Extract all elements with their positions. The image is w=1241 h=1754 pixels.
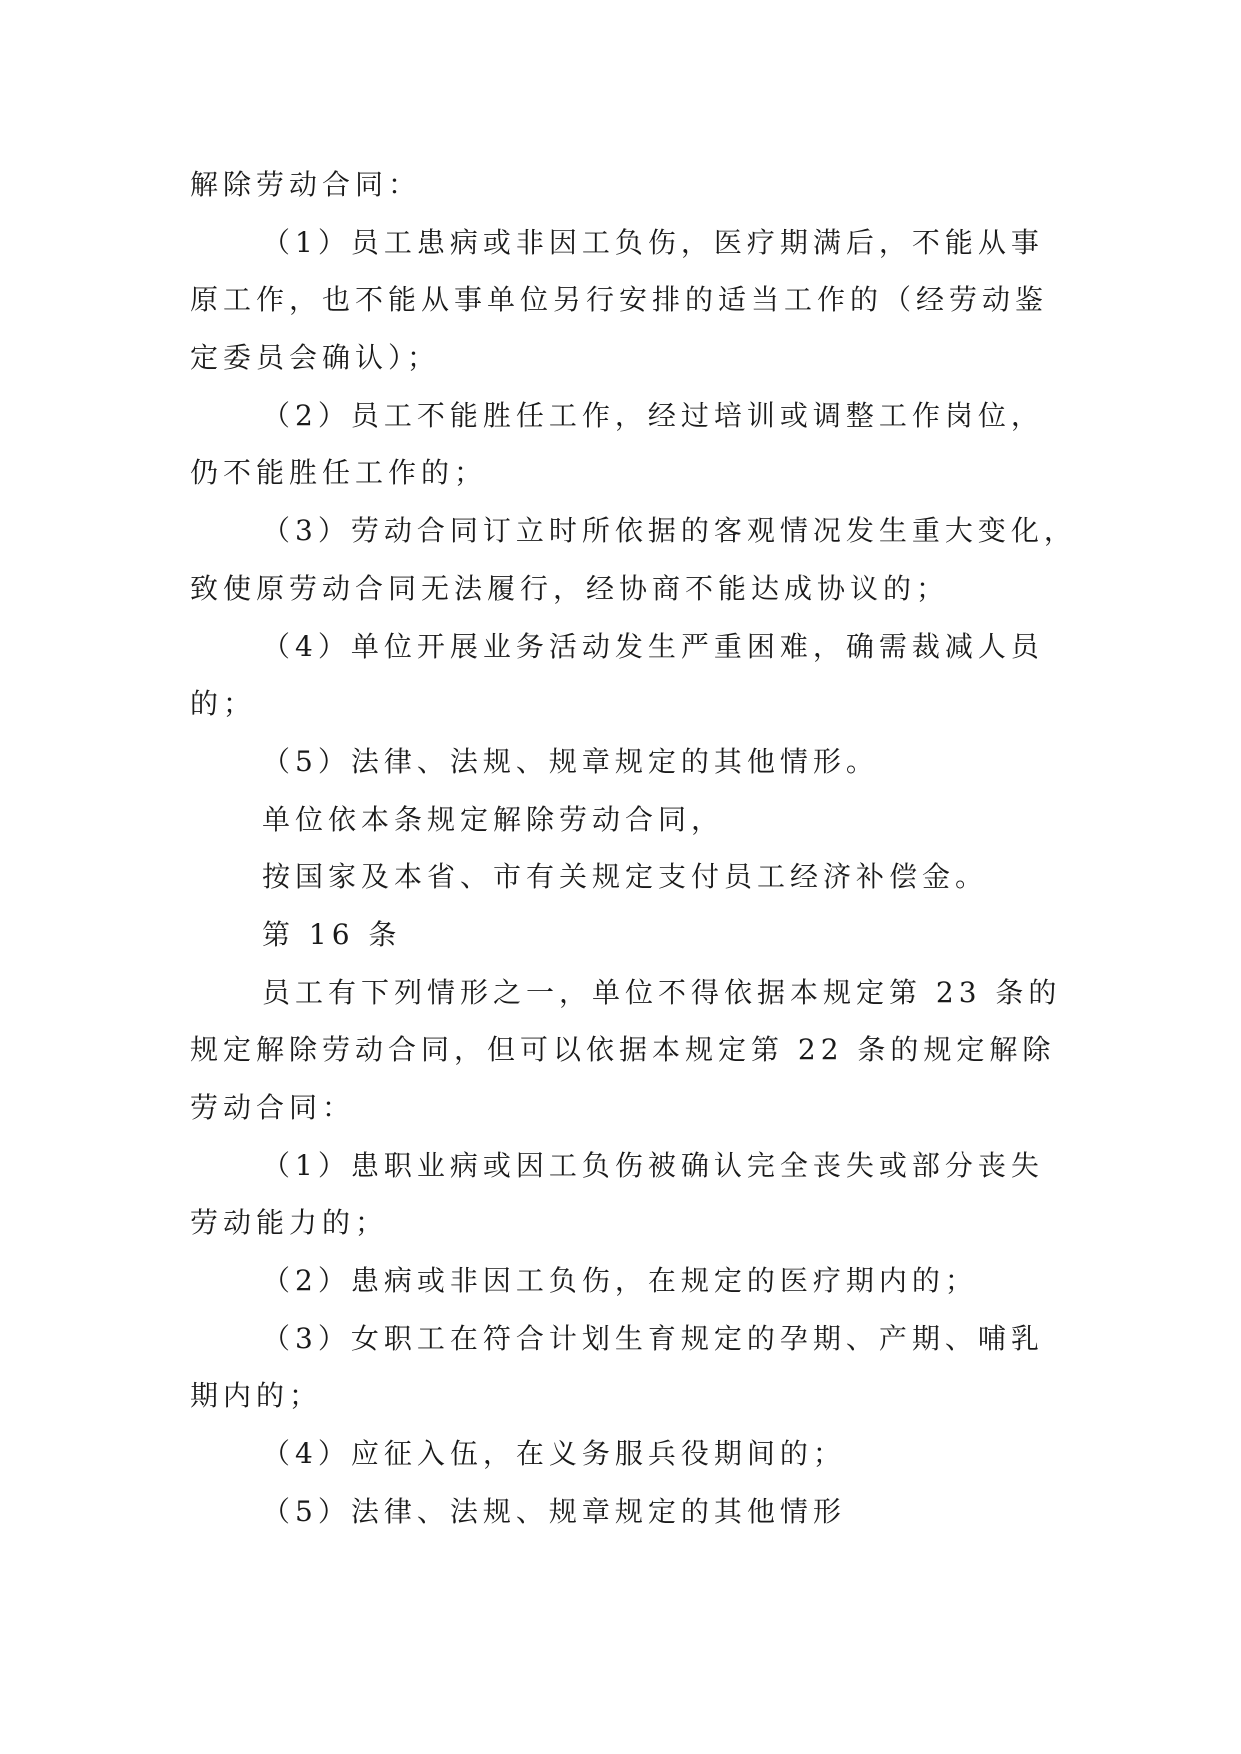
text-line: 原工作，也不能从事单位另行安排的适当工作的（经劳动鉴 (190, 283, 1049, 317)
text-line: 仍不能胜任工作的； (190, 456, 488, 490)
text-line: （3）女职工在符合计划生育规定的孕期、产期、哺乳 (262, 1321, 1044, 1355)
text-line: （1）员工患病或非因工负伤，医疗期满后，不能从事 (262, 225, 1044, 259)
text-line: （2）患病或非因工负伤，在规定的医疗期内的； (262, 1264, 978, 1298)
text-line: 定委员会确认）； (190, 341, 441, 375)
text-line: （1）患职业病或因工负伤被确认完全丧失或部分丧失 (262, 1148, 1044, 1182)
text-line: （4）单位开展业务活动发生严重困难，确需裁减人员 (262, 629, 1044, 663)
text-line: 劳动能力的； (190, 1206, 389, 1240)
article-heading: 第 16 条 (262, 917, 402, 951)
text-line: 单位依本条规定解除劳动合同， (262, 802, 725, 836)
text-line: 期内的； (190, 1379, 323, 1413)
text-line: 规定解除劳动合同，但可以依据本规定第 22 条的规定解除 (190, 1033, 1056, 1067)
text-line: （3）劳动合同订立时所依据的客观情况发生重大变化， (262, 514, 1077, 548)
text-line: 致使原劳动合同无法履行，经协商不能达成协议的； (190, 571, 950, 605)
text-line: （5）法律、法规、规章规定的其他情形。 (262, 744, 879, 778)
text-line: 的； (190, 687, 257, 721)
text-line: （2）员工不能胜任工作，经过培训或调整工作岗位， (262, 398, 1044, 432)
text-line: （5）法律、法规、规章规定的其他情形 (262, 1494, 846, 1528)
text-line: 解除劳动合同： (190, 168, 422, 201)
text-line: （4）应征入伍，在义务服兵役期间的； (262, 1437, 846, 1471)
text-line: 员工有下列情形之一，单位不得依据本规定第 23 条的 (262, 975, 1062, 1009)
text-line: 按国家及本省、市有关规定支付员工经济补偿金。 (262, 860, 989, 894)
text-line: 劳动合同： (190, 1091, 356, 1124)
